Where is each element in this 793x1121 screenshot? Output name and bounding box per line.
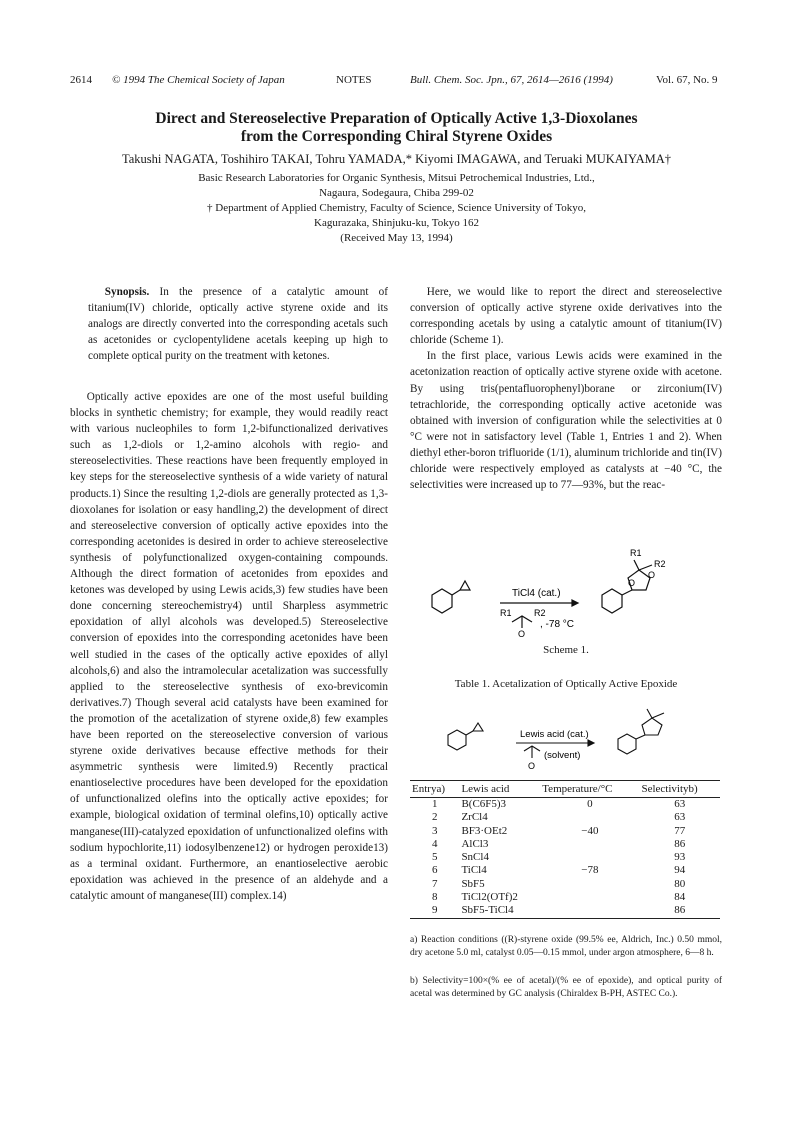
- affiliation-1: Basic Research Laboratories for Organic Synthesis, Mitsui Petrochemical Industries, Ltd.,: [198, 172, 595, 184]
- table-row: 1 B(C6F5)3 0 63: [431, 798, 686, 810]
- copyright: © 1994 The Chemical Society of Japan: [112, 74, 285, 86]
- article-title: Direct and Stereoselective Preparation of Optically Active 1,3-Dioxolanes from the Corresponding Chiral Styrene Oxides: [155, 110, 638, 145]
- scheme-temperature: , -78 °C: [540, 619, 575, 630]
- volume-label: Vol. 67, No. 9: [656, 74, 718, 86]
- table-scheme: [440, 703, 700, 773]
- scheme-reagent: TiCl4 (cat.): [512, 588, 561, 599]
- col-entry: Entrya): [410, 781, 459, 798]
- table-caption: Table 1. Acetalization of Optically Active Epoxide: [454, 678, 678, 690]
- table-scheme-solvent: (solvent): [544, 750, 581, 761]
- product-r1: R1: [630, 548, 642, 558]
- scheme-r1: R1: [500, 608, 512, 618]
- col-temperature: Temperature/°C: [540, 781, 639, 798]
- synopsis-label: Synopsis.: [104, 286, 150, 298]
- synopsis-text: In the presence of a catalytic amount of titanium(IV) chloride, optically active styrene oxide and its analogs are directly converted into the corresponding acetals such as acetonides or cyclopentylidene acetals keeping up high to complete optical purity on the treatment with ketones.: [88, 286, 389, 363]
- table-header-row: [410, 781, 720, 798]
- epoxide-ring: [460, 581, 470, 590]
- right-column-body: [410, 284, 722, 493]
- paragraph-intro: Here, we would like to report the direct and stereoselective conversion of optically active styrene oxide derivatives into the corresponding acetals by using a catalytic amount of titanium(IV) chloride (Scheme 1).: [410, 286, 722, 347]
- product-o2: O: [628, 578, 636, 588]
- table-scheme-o: O: [528, 761, 536, 771]
- benzene-ring-product: [602, 589, 622, 613]
- author-list: Takushi NAGATA, Toshihiro TAKAI, Tohru YAMADA,* Kiyomi IMAGAWA, and Teruaki MUKAIYAMA†: [121, 152, 672, 166]
- table-scheme-drawing: [440, 703, 700, 773]
- benzene-ring-reactant: [432, 589, 452, 613]
- col-selectivity: Selectivityb): [639, 781, 720, 798]
- col-lewis-acid: Lewis acid: [459, 781, 540, 798]
- table-row: 5 SnCl4 93: [431, 851, 686, 864]
- scheme-caption: Scheme 1.: [543, 644, 589, 656]
- journal-citation: Bull. Chem. Soc. Jpn., 67, 2614—2616 (1994): [410, 74, 613, 86]
- table-row: 2 ZrCl4 63: [431, 811, 686, 824]
- table-row: 9 SbF5-TiCl4 86: [410, 904, 720, 918]
- table-footnote-a: a) Reaction conditions ((R)-styrene oxide (99.5% ee, Aldrich, Inc.) 0.50 mmol, dry acetone 5.0 ml, catalyst 0.05—0.15 mmol, under argon atmosphere, 6—8 h.: [410, 935, 722, 959]
- table-scheme-reagent: Lewis acid (cat.): [520, 729, 589, 740]
- scheme-r2: R2: [534, 608, 546, 618]
- synopsis: [88, 284, 388, 364]
- received-date: (Received May 13, 1994): [340, 232, 453, 244]
- table-row: 6 TiCl4 −78 94: [431, 864, 686, 877]
- affiliation-2: † Department of Applied Chemistry, Faculty of Science, Science University of Tokyo,: [207, 202, 586, 214]
- table-row: 8 TiCl2(OTf)2 84: [431, 891, 686, 904]
- page-number: 2614: [70, 74, 92, 86]
- scheme-1: [420, 540, 720, 640]
- product-o1: O: [648, 570, 656, 580]
- paragraph-results: In the first place, various Lewis acids were examined in the acetonization reaction of optically active styrene oxide with acetone. By using tris(pentafluorophenyl)borane or zirconium(IV) tetrachloride, the corresponding optically active acetonide was obtained with inversion of configuration while the selectivities at 0 °C were not in satisfactory level (Table 1, Entries 1 and 2). When diethyl ether-boron trifluoride (1/1), aluminum trichloride and tin(IV) chloride were respectively employed as catalysts at −40 °C, the selectivities were increased up to 77—93%, but the reac-: [410, 350, 722, 492]
- table-row: 7 SbF5 80: [431, 877, 686, 890]
- scheme-1-drawing: [420, 540, 720, 640]
- product-r2: R2: [654, 559, 666, 569]
- section-label: NOTES: [336, 74, 372, 86]
- table-row: 3 BF3·OEt2 −40 77: [431, 824, 686, 837]
- scheme-ketone-o: O: [518, 629, 526, 639]
- table-row: 4 AlCl3 86: [431, 837, 686, 850]
- affiliation-2-address: Kagurazaka, Shinjuku-ku, Tokyo 162: [314, 217, 479, 229]
- left-column-body: Optically active epoxides are one of the most useful building blocks in synthetic chemistry; for example, they would readily react with various nucleophiles to form 1,2-bifunctionalized derivatives such as 1,2-diols or 1,2-amino alcohols with regio- and stereoselectivities. These reactions have been frequently employed in key steps for the stereoselective synthesis of a wide variety of natural products.1) Since the resulting 1,2-diols are generally protected as 1,3-dioxolanes for isolation or easy handling,2) the development of direct and stereoselective conversion of optically active epoxides into the corresponding acetonides is desired in order to achieve stereoselective synthesis of polyfunctionalized oxygen-containing compounds. Although the direct formation of acetonides from epoxides and ketones was developed by using Lewis acids,3) few studies have been done concerning stereochemistry4) until Sharpless asymmetric epoxidation of allyl alcohols was developed.5) Stereoselective conversion of epoxides into the corresponding acetonides have been well studied in the cases of the optically active epoxides of allyl alcohols,6) and also the intramolecular acetalization was successfully applied to the stereoselective synthesis of exo-brevicomin derivatives.7) Though several acid catalysts have been examined for the promotion of the acetalization of styrene oxide,8) few examples have been reported on the stereoselective conversion of various styrene oxide derivatives because effective methods for their asymmetric synthesis were limited.9) Recently practical enantioselective procedures have been developed for the epoxidation of unfunctionalized olefins into the optically active epoxides; for example, biological oxidation of terminal olefins,10) optically active manganese(III)-catalyzed epoxidation of unfunctionalized olefins with sodium hypochlorite,11) iodosylbenzene12) or hydrogen peroxide13) as a terminal oxidant. Furthermore, an enantioselective aerobic epoxidation was achieved in the presence of an aldehyde and a catalytic amount of manganese(III) complex.14): [70, 391, 388, 902]
- affiliation-1-address: Nagaura, Sodegaura, Chiba 299-02: [319, 187, 474, 199]
- table-footnote-b: b) Selectivity=100×(% ee of acetal)/(% ee of epoxide), and optical purity of acetal was determined by GC analysis (Chiraldex B-PH, ASTEC Co.).: [410, 976, 722, 1000]
- table-1: [410, 780, 720, 919]
